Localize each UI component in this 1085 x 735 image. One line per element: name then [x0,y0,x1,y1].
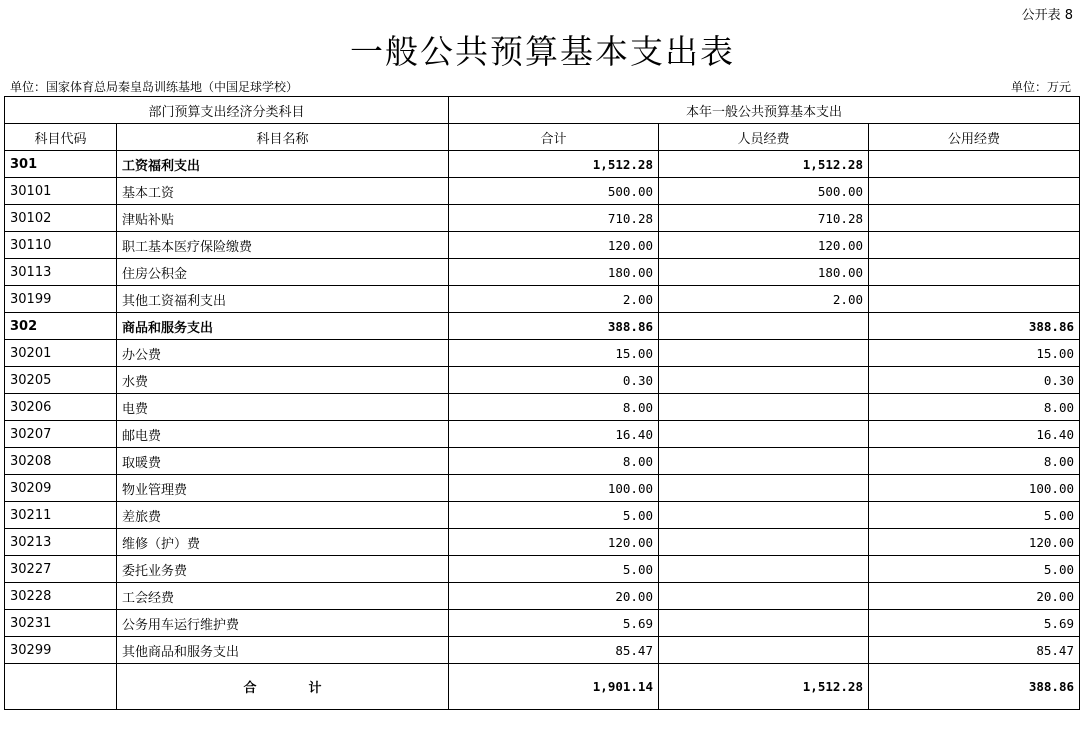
cell-code: 30199 [5,286,117,313]
cell-public: 20.00 [869,583,1080,610]
cell-code: 301 [5,151,117,178]
cell-code: 30201 [5,340,117,367]
cell-personnel [659,583,869,610]
table-row [5,556,1080,583]
cell-code: 30102 [5,205,117,232]
total-public: 388.86 [869,664,1080,710]
cell-personnel: 500.00 [659,178,869,205]
cell-code: 30211 [5,502,117,529]
cell-name: 商品和服务支出 [117,313,449,340]
cell-public: 5.00 [869,556,1080,583]
cell-total: 120.00 [449,529,659,556]
cell-total: 8.00 [449,448,659,475]
cell-total: 20.00 [449,583,659,610]
cell-code: 30206 [5,394,117,421]
cell-name: 工会经费 [117,583,449,610]
cell-personnel [659,502,869,529]
cell-personnel [659,475,869,502]
total-label: 合 计 [117,664,449,710]
table-row [5,637,1080,664]
cell-total: 500.00 [449,178,659,205]
cell-public: 8.00 [869,394,1080,421]
cell-public: 5.00 [869,502,1080,529]
cell-personnel: 120.00 [659,232,869,259]
cell-personnel [659,340,869,367]
group-header-economic: 部门预算支出经济分类科目 [5,97,449,124]
cell-public: 120.00 [869,529,1080,556]
cell-name: 物业管理费 [117,475,449,502]
cell-total: 5.69 [449,610,659,637]
total-row [5,664,1080,710]
cell-personnel [659,637,869,664]
table-row [5,610,1080,637]
table-row [5,529,1080,556]
cell-code: 30213 [5,529,117,556]
cell-code: 30205 [5,367,117,394]
cell-personnel: 710.28 [659,205,869,232]
table-row [5,583,1080,610]
cell-public: 0.30 [869,367,1080,394]
column-header-row [5,124,1080,151]
cell-public: 5.69 [869,610,1080,637]
cell-name: 其他工资福利支出 [117,286,449,313]
cell-public: 16.40 [869,421,1080,448]
cell-public [869,178,1080,205]
total-code-cell [5,664,117,710]
cell-name: 津贴补贴 [117,205,449,232]
cell-public [869,259,1080,286]
cell-code: 30110 [5,232,117,259]
cell-name: 取暖费 [117,448,449,475]
cell-name: 委托业务费 [117,556,449,583]
cell-name: 公务用车运行维护费 [117,610,449,637]
table-row [5,286,1080,313]
cell-public: 388.86 [869,313,1080,340]
cell-name: 职工基本医疗保险缴费 [117,232,449,259]
table-row [5,394,1080,421]
unit-org-label: 单位：国家体育总局秦皇岛训练基地（中国足球学校） [10,80,299,94]
table-row [5,205,1080,232]
table-number: 公开表 8 [1021,8,1073,23]
cell-name: 办公费 [117,340,449,367]
cell-total: 5.00 [449,502,659,529]
cell-code: 30113 [5,259,117,286]
col-header-personnel: 人员经费 [659,124,869,151]
page-title: 一般公共预算基本支出表 [350,32,735,71]
cell-total: 16.40 [449,421,659,448]
table-row [5,502,1080,529]
cell-code: 30101 [5,178,117,205]
cell-total: 120.00 [449,232,659,259]
cell-name: 差旅费 [117,502,449,529]
cell-personnel: 180.00 [659,259,869,286]
cell-name: 水费 [117,367,449,394]
cell-total: 2.00 [449,286,659,313]
cell-total: 0.30 [449,367,659,394]
group-header-expenditure: 本年一般公共预算基本支出 [449,97,1080,124]
col-header-public: 公用经费 [869,124,1080,151]
cell-personnel [659,556,869,583]
table-row [5,178,1080,205]
table-row [5,475,1080,502]
group-header-row [5,97,1080,124]
cell-personnel [659,610,869,637]
cell-name: 基本工资 [117,178,449,205]
cell-code: 30228 [5,583,117,610]
cell-personnel [659,394,869,421]
table-row [5,259,1080,286]
cell-public: 8.00 [869,448,1080,475]
cell-personnel [659,421,869,448]
cell-code: 30299 [5,637,117,664]
cell-code: 30208 [5,448,117,475]
cell-code: 30231 [5,610,117,637]
cell-name: 其他商品和服务支出 [117,637,449,664]
cell-total: 5.00 [449,556,659,583]
cell-total: 100.00 [449,475,659,502]
col-header-name: 科目名称 [117,124,449,151]
cell-total: 710.28 [449,205,659,232]
cell-public: 85.47 [869,637,1080,664]
cell-public [869,151,1080,178]
table-row [5,367,1080,394]
cell-total: 15.00 [449,340,659,367]
col-header-code: 科目代码 [5,124,117,151]
cell-code: 30227 [5,556,117,583]
budget-table [4,96,1080,710]
cell-public: 15.00 [869,340,1080,367]
cell-total: 180.00 [449,259,659,286]
cell-public [869,286,1080,313]
col-header-total: 合计 [449,124,659,151]
cell-personnel: 1,512.28 [659,151,869,178]
table-row [5,448,1080,475]
cell-name: 邮电费 [117,421,449,448]
cell-total: 388.86 [449,313,659,340]
cell-name: 维修（护）费 [117,529,449,556]
cell-personnel [659,367,869,394]
table-row [5,151,1080,178]
table-row [5,340,1080,367]
cell-name: 工资福利支出 [117,151,449,178]
table-row [5,232,1080,259]
cell-personnel [659,448,869,475]
cell-personnel [659,313,869,340]
cell-public [869,205,1080,232]
total-sum: 1,901.14 [449,664,659,710]
cell-public [869,232,1080,259]
unit-currency-label: 单位：万元 [1010,80,1071,94]
cell-public: 100.00 [869,475,1080,502]
cell-total: 1,512.28 [449,151,659,178]
table-body [5,151,1080,664]
cell-total: 85.47 [449,637,659,664]
table-row [5,313,1080,340]
cell-name: 电费 [117,394,449,421]
cell-code: 30207 [5,421,117,448]
cell-total: 8.00 [449,394,659,421]
cell-personnel: 2.00 [659,286,869,313]
cell-code: 30209 [5,475,117,502]
cell-personnel [659,529,869,556]
cell-code: 302 [5,313,117,340]
cell-name: 住房公积金 [117,259,449,286]
table-row [5,421,1080,448]
total-personnel: 1,512.28 [659,664,869,710]
